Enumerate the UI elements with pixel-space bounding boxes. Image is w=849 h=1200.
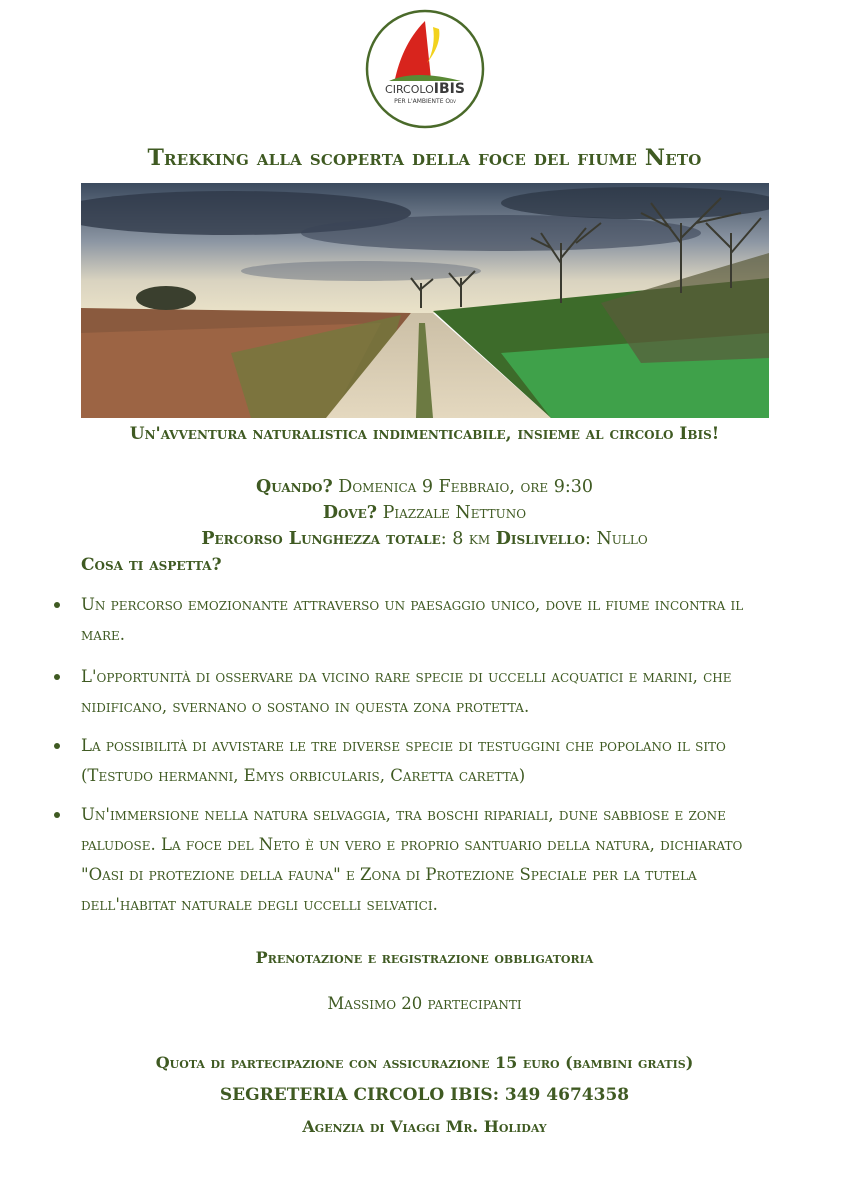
when-value: Domenica 9 Febbraio, ore 9:30 — [332, 477, 593, 497]
event-where — [0, 503, 849, 523]
route-value: : 8 km — [440, 529, 496, 549]
svg-text:PER L'AMBIENTE Odv: PER L'AMBIENTE Odv — [394, 98, 456, 105]
list-item: La possibilità di avvistare le tre diverse specie di testuggini che popolano il sito (Testudo hermanni, Emys orbicularis, Caretta caretta) — [54, 731, 774, 791]
circolo-ibis-logo — [365, 9, 485, 129]
expect-list — [54, 590, 774, 929]
secretariat-contact: SEGRETERIA CIRCOLO IBIS: 349 4674358 — [219, 1085, 630, 1105]
booking-notice: Prenotazione e registrazione obbligatoria — [255, 948, 594, 967]
route-label: Percorso Lunghezza totale — [201, 529, 441, 549]
travel-agency: Agenzia di Viaggi Mr. Holiday — [302, 1117, 547, 1136]
elevation-label: Dislivello — [495, 529, 586, 549]
when-label: Quando? — [256, 477, 333, 497]
event-when — [0, 477, 849, 497]
bullet-icon — [54, 812, 60, 818]
svg-text:CIRCOLOIBIS: CIRCOLOIBIS — [385, 81, 465, 97]
expect-heading: Cosa ti aspetta? — [81, 555, 222, 575]
elevation-value: : Nullo — [585, 529, 648, 549]
page-title: Trekking alla scoperta della foce del fiume Neto — [147, 145, 702, 171]
participation-fee: Quota di partecipazione con assicurazione 15 euro (bambini gratis) — [155, 1053, 694, 1072]
event-route — [0, 529, 849, 549]
where-label: Dove? — [322, 503, 377, 523]
list-item: Un percorso emozionante attraverso un paesaggio unico, dove il fiume incontra il mare. — [54, 590, 774, 650]
bullet-icon — [54, 743, 60, 749]
bullet-icon — [54, 602, 60, 608]
max-participants: Massimo 20 partecipanti — [327, 994, 522, 1013]
bullet-icon — [54, 674, 60, 680]
landscape-photo — [81, 183, 769, 418]
where-value: Piazzale Nettuno — [377, 503, 527, 523]
list-item: Un'immersione nella natura selvaggia, tra boschi ripariali, dune sabbiose e zone paludose. La foce del Neto è un vero e proprio santuario della natura, dichiarato "Oasi di protezione della fauna" e Zona di Protezione Speciale per la tutela dell'habitat naturale degli uccelli selvatici. — [54, 800, 774, 920]
list-item: L'opportunità di osservare da vicino rare specie di uccelli acquatici e marini, che nidificano, svernano o sostano in questa zona protetta. — [54, 662, 774, 722]
subtitle: Un'avventura naturalistica indimenticabile, insieme al circolo Ibis! — [129, 424, 720, 444]
